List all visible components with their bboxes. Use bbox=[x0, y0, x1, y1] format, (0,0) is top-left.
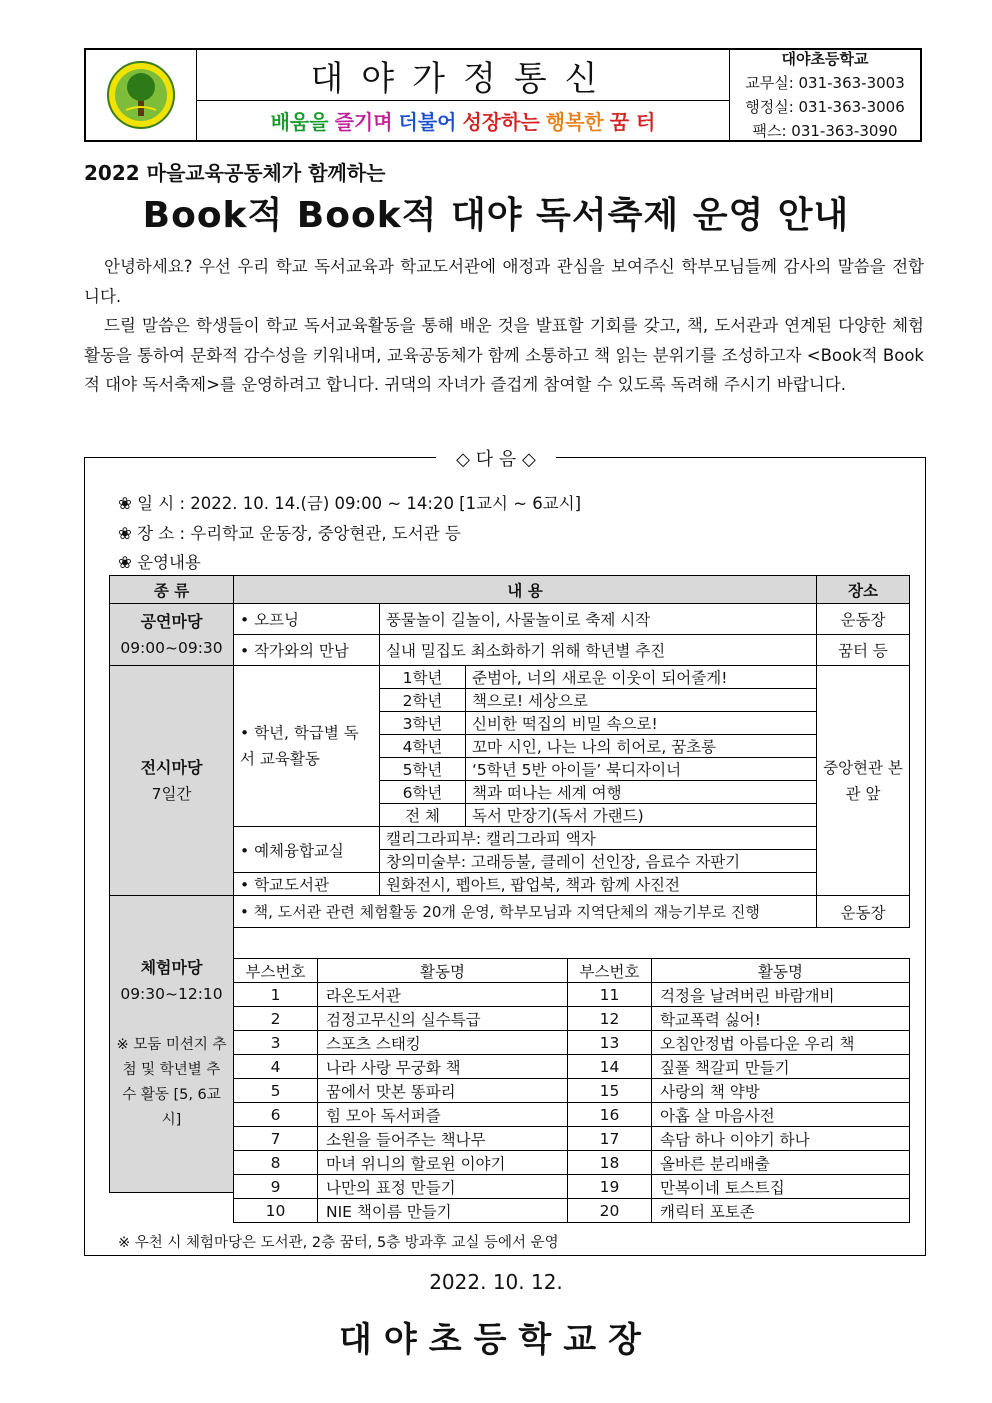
place-cell: 운동장 bbox=[817, 896, 910, 928]
booth-activity: 아홉 살 마음사전 bbox=[652, 1103, 910, 1127]
category-time: 09:00~09:30 bbox=[120, 638, 223, 657]
booth-number: 13 bbox=[568, 1031, 652, 1055]
school-name: 대야초등학교 bbox=[781, 50, 869, 68]
summary-cell: • 책, 도서관 관련 체험활동 20개 운영, 학부모님과 지역단체의 재능기부로 진행 bbox=[234, 896, 817, 928]
desc-cell: 책과 떠나는 세계 여행 bbox=[466, 781, 817, 804]
booth-number: 8 bbox=[234, 1151, 318, 1175]
booth-row bbox=[234, 1007, 910, 1031]
place-cell: 운동장 bbox=[817, 604, 910, 635]
school-logo bbox=[86, 50, 197, 140]
table-row bbox=[110, 896, 910, 928]
booth-activity: 라온도서관 bbox=[318, 983, 568, 1007]
date-value: : 2022. 10. 14.(금) 09:00 ~ 14:20 [1교시 ~ 6교시] bbox=[179, 494, 582, 513]
booth-activity: 학교폭력 싫어! bbox=[652, 1007, 910, 1031]
rain-note: ※ 우천 시 체험마당은 도서관, 2층 꿈터, 5층 방과후 교실 등에서 운영 bbox=[118, 1235, 559, 1251]
booth-row bbox=[234, 983, 910, 1007]
grade-cell: 2학년 bbox=[380, 689, 466, 712]
category-name: 체험마당 bbox=[140, 958, 203, 977]
booth-activity: 소원을 들어주는 책나무 bbox=[318, 1127, 568, 1151]
grade-cell: 3학년 bbox=[380, 712, 466, 735]
booth-activity: 걱정을 날려버린 바람개비 bbox=[652, 983, 910, 1007]
booth-number: 20 bbox=[568, 1199, 652, 1223]
booth-row bbox=[234, 1079, 910, 1103]
info-date bbox=[118, 490, 581, 514]
category-time: 7일간 bbox=[151, 784, 192, 803]
booth-number: 11 bbox=[568, 983, 652, 1007]
item-cell: • 학년, 학급별 독서 교육활동 bbox=[234, 666, 380, 827]
booth-number: 14 bbox=[568, 1055, 652, 1079]
subtitle: 2022 마을교육공동체가 함께하는 bbox=[84, 161, 386, 185]
booth-row bbox=[234, 1031, 910, 1055]
table-header-row bbox=[110, 576, 910, 604]
place-cell: 중앙현관 본관 앞 bbox=[817, 666, 910, 896]
category-note: ※ 모둠 미션지 추첨 및 학년별 추수 활동 [5, 6교시] bbox=[116, 1037, 227, 1128]
principal-signature: 대야초등학교장 bbox=[339, 1320, 653, 1360]
booth-activity: NIE 책이름 만들기 bbox=[318, 1199, 568, 1223]
booth-row bbox=[234, 1175, 910, 1199]
desc-cell: 캘리그라피부: 캘리그라피 액자 bbox=[380, 827, 817, 850]
header-cell: 내 용 bbox=[234, 576, 817, 604]
info-content: ❀ 운영내용 bbox=[118, 553, 201, 572]
desc-cell: 독서 만장기(독서 가랜드) bbox=[466, 804, 817, 827]
newsletter-title: 대야가정통신 bbox=[197, 50, 729, 101]
booth-row bbox=[234, 1151, 910, 1175]
intro-text bbox=[84, 252, 924, 400]
booth-activity: 스포츠 스태킹 bbox=[318, 1031, 568, 1055]
notice-heading bbox=[0, 445, 992, 471]
notice-heading-text: ◇ 다 음 ◇ bbox=[436, 449, 556, 470]
booth-activity: 오침안정법 아름다운 우리 책 bbox=[652, 1031, 910, 1055]
header bbox=[84, 48, 922, 142]
booth-activity: 꿈에서 맛본 똥파리 bbox=[318, 1079, 568, 1103]
item-cell: • 학교도서관 bbox=[234, 873, 380, 896]
grade-cell: 4학년 bbox=[380, 735, 466, 758]
paragraph: 안녕하세요? 우선 우리 학교 독서교육과 학교도서관에 애정과 관심을 보여주신 학부모님들께 감사의 말씀을 전합니다. bbox=[84, 257, 924, 306]
slogan-word: 행복한 bbox=[545, 110, 604, 134]
issue-date: 2022. 10. 12. bbox=[429, 1270, 563, 1294]
booth-number: 3 bbox=[234, 1031, 318, 1055]
booth-activity: 짚풀 책갈피 만들기 bbox=[652, 1055, 910, 1079]
desc-cell: 책으로! 세상으로 bbox=[466, 689, 817, 712]
contact-info bbox=[730, 50, 920, 140]
booth-number: 5 bbox=[234, 1079, 318, 1103]
category-performance bbox=[110, 604, 234, 666]
booth-number: 1 bbox=[234, 983, 318, 1007]
paragraph: 드릴 말씀은 학생들이 학교 독서교육활동을 통해 배운 것을 발표할 기회를 갖고, 책, 도서관과 연계된 다양한 체험활동을 통하여 문화적 감수성을 키워내며, 교육공동체가 함께 소통하고 책 읽는 분위기를 조성하고자 <Book적 Book적 대야 독서축제>를 운영하려고 합니다. 귀댁의 자녀가 즐겁게 참여할 수 있도록 독려해 주시기 바랍니다. bbox=[84, 316, 924, 394]
table-row bbox=[110, 604, 910, 635]
booth-activity: 나라 사랑 무궁화 책 bbox=[318, 1055, 568, 1079]
booth-activity: 사랑의 책 약방 bbox=[652, 1079, 910, 1103]
booth-number: 6 bbox=[234, 1103, 318, 1127]
booth-row bbox=[234, 1199, 910, 1223]
desc-cell: ‘5학년 5반 아이들’ 북디자이너 bbox=[466, 758, 817, 781]
desc-cell: 신비한 떡집의 비밀 속으로! bbox=[466, 712, 817, 735]
slogan bbox=[197, 101, 729, 140]
category-name: 전시마당 bbox=[140, 757, 203, 777]
booth-activity: 캐릭터 포토존 bbox=[652, 1199, 910, 1223]
slogan-word: 꿈 터 bbox=[609, 110, 656, 134]
booth-header-row bbox=[234, 959, 910, 983]
header-cell: 장소 bbox=[817, 576, 910, 604]
booth-activity: 나만의 표정 만들기 bbox=[318, 1175, 568, 1199]
booth-row bbox=[234, 1055, 910, 1079]
desc-cell: 꼬마 시인, 나는 나의 히어로, 꿈초롱 bbox=[466, 735, 817, 758]
category-experience bbox=[110, 896, 234, 1193]
contact-line: 팩스: 031-363-3090 bbox=[752, 122, 898, 140]
slogan-word: 성장하는 bbox=[462, 110, 540, 134]
category-exhibit bbox=[110, 666, 234, 896]
grade-cell: 1학년 bbox=[380, 666, 466, 689]
booth-table bbox=[233, 958, 910, 1223]
booth-activity: 마녀 위니의 할로윈 이야기 bbox=[318, 1151, 568, 1175]
desc-cell: 풍물놀이 길놀이, 사물놀이로 축제 시작 bbox=[380, 604, 817, 635]
contact-line: 행정실: 031-363-3006 bbox=[745, 98, 905, 116]
contact-line: 교무실: 031-363-3003 bbox=[745, 74, 905, 92]
info-place bbox=[118, 520, 461, 544]
category-time: 09:30~12:10 bbox=[120, 985, 223, 1003]
item-cell: • 작가와의 만남 bbox=[234, 635, 380, 666]
slogan-word: 더불어 bbox=[398, 110, 457, 134]
booth-activity: 만복이네 토스트집 bbox=[652, 1175, 910, 1199]
booth-row bbox=[234, 1127, 910, 1151]
booth-number: 17 bbox=[568, 1127, 652, 1151]
booth-row bbox=[234, 1103, 910, 1127]
booth-header-cell: 부스번호 bbox=[234, 959, 318, 983]
item-cell: • 예체융합교실 bbox=[234, 827, 380, 873]
booth-number: 15 bbox=[568, 1079, 652, 1103]
page-title: Book적 Book적 대야 독서축제 운영 안내 bbox=[142, 195, 850, 236]
desc-cell: 창의미술부: 고래등불, 클레이 선인장, 음료수 자판기 bbox=[380, 850, 817, 873]
booth-number: 2 bbox=[234, 1007, 318, 1031]
tree-logo-icon bbox=[106, 60, 176, 130]
grade-cell: 5학년 bbox=[380, 758, 466, 781]
booth-number: 4 bbox=[234, 1055, 318, 1079]
booth-header-cell: 활동명 bbox=[318, 959, 568, 983]
booth-number: 19 bbox=[568, 1175, 652, 1199]
slogan-word: 배움을 bbox=[270, 110, 329, 134]
booth-number: 12 bbox=[568, 1007, 652, 1031]
booth-number: 18 bbox=[568, 1151, 652, 1175]
category-name: 공연마당 bbox=[140, 611, 203, 631]
booth-activity: 올바른 분리배출 bbox=[652, 1151, 910, 1175]
booth-activity: 검정고무신의 실수특급 bbox=[318, 1007, 568, 1031]
desc-cell: 실내 밀집도 최소화하기 위해 학년별 추진 bbox=[380, 635, 817, 666]
place-label: ❀ 장 소 bbox=[118, 524, 175, 543]
booth-header-cell: 활동명 bbox=[652, 959, 910, 983]
desc-cell: 원화전시, 펩아트, 팝업북, 책과 함께 사진전 bbox=[380, 873, 817, 896]
header-cell: 종 류 bbox=[110, 576, 234, 604]
booth-activity: 힘 모아 독서퍼즐 bbox=[318, 1103, 568, 1127]
booth-number: 7 bbox=[234, 1127, 318, 1151]
booth-activity: 속담 하나 이야기 하나 bbox=[652, 1127, 910, 1151]
item-cell: • 오프닝 bbox=[234, 604, 380, 635]
grade-cell: 6학년 bbox=[380, 781, 466, 804]
place-value: : 우리학교 운동장, 중앙현관, 도서관 등 bbox=[179, 524, 461, 543]
desc-cell: 준범아, 너의 새로운 이웃이 되어줄게! bbox=[466, 666, 817, 689]
grade-cell: 전 체 bbox=[380, 804, 466, 827]
place-cell: 꿈터 등 bbox=[817, 635, 910, 666]
booth-header-cell: 부스번호 bbox=[568, 959, 652, 983]
booth-number: 9 bbox=[234, 1175, 318, 1199]
table-row bbox=[110, 666, 910, 689]
date-label: ❀ 일 시 bbox=[118, 494, 175, 513]
booth-number: 16 bbox=[568, 1103, 652, 1127]
slogan-word: 즐기며 bbox=[334, 110, 393, 134]
booth-number: 10 bbox=[234, 1199, 318, 1223]
